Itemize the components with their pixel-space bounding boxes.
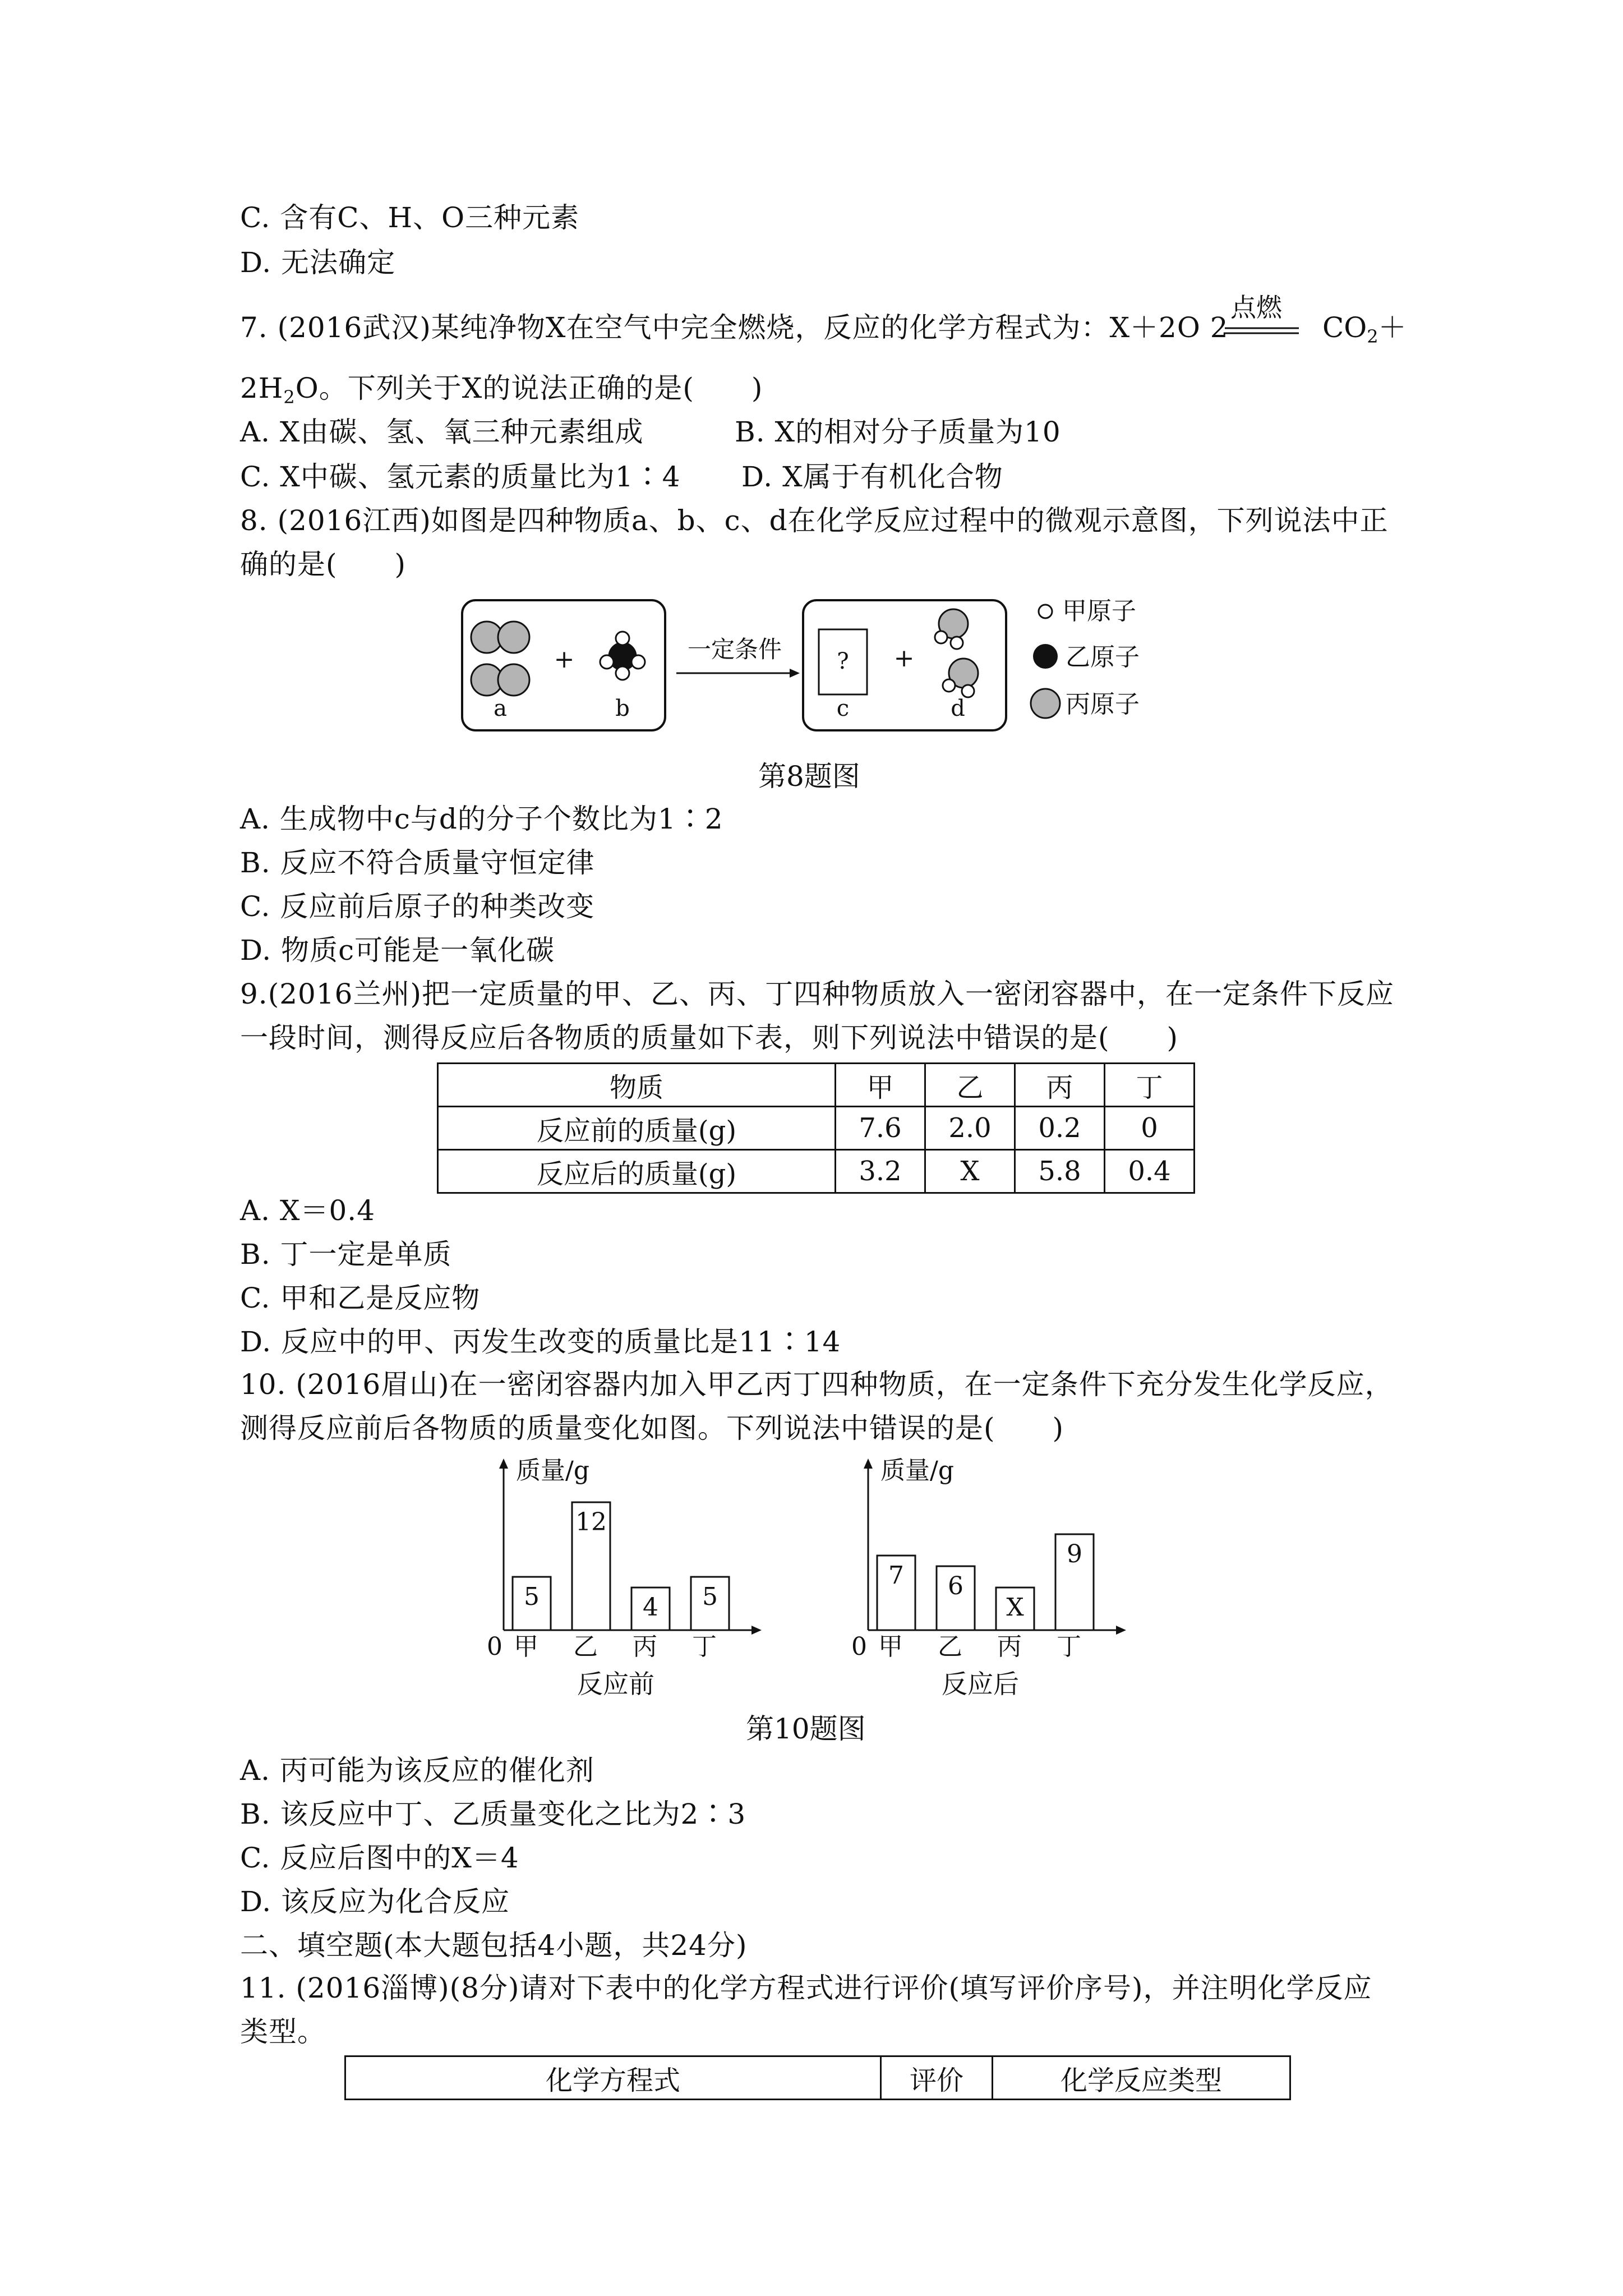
y-axis-arrow: [864, 1458, 873, 1469]
chart-title: 反应前: [577, 1669, 654, 1699]
molecule-d-lower: [943, 659, 978, 697]
q7-product-co2: $CO_2+$: [1322, 311, 1407, 347]
legend-atom-bing: [1031, 689, 1060, 718]
question-mark: ?: [837, 648, 849, 674]
table-cell: 化学方程式: [345, 2056, 881, 2100]
q9-stem-line1: 9.(2016兰州)把一定质量的甲、乙、丙、丁四种物质放入一密闭容器中，在一定条件下反应: [240, 978, 1394, 1010]
bar-value-label: 6: [948, 1572, 963, 1600]
molecule-b: [600, 632, 645, 680]
table-cell: 乙: [925, 1064, 1015, 1107]
q6-option-d: D. 无法确定: [240, 246, 396, 279]
q10-option-c: C. 反应后图中的X＝4: [240, 1842, 519, 1874]
q9-option-b: B. 丁一定是单质: [240, 1238, 452, 1271]
x-axis-arrow: [751, 1626, 762, 1635]
category-tick-label: 甲: [878, 1632, 903, 1661]
q11-evaluation-table: [344, 2055, 1291, 2100]
svg-text:乙原子: 乙原子: [1066, 643, 1140, 671]
q11-stem-line1: 11. (2016淄博)(8分)请对下表中的化学方程式进行评价(填写评价序号)，并注明化学反应: [240, 1972, 1372, 2004]
category-tick-label: 甲: [514, 1632, 538, 1661]
legend-atom-yi: [1033, 644, 1058, 669]
q10-chart-after: [847, 1447, 1161, 1705]
table-cell: X: [925, 1150, 1015, 1193]
q8-stem-line2: 确的是( ): [240, 548, 407, 581]
bar-value-label: 12: [575, 1508, 607, 1536]
category-tick-label: 丙: [633, 1632, 657, 1661]
label-c: c: [836, 696, 850, 721]
q9-option-c: C. 甲和乙是反应物: [240, 1282, 481, 1314]
y-axis-label: 质量/g: [880, 1456, 954, 1485]
bar-value-label: X: [1006, 1593, 1024, 1622]
q8-figure-caption: 第8题图: [758, 760, 860, 793]
q8-option-b: B. 反应不符合质量守恒定律: [240, 846, 595, 879]
category-tick-label: 乙: [938, 1632, 962, 1661]
molecule-a: [471, 622, 529, 696]
molecule-d-upper: [935, 609, 968, 649]
arrow-condition-label: 一定条件: [687, 636, 782, 663]
q10-option-a: A. 丙可能为该反应的催化剂: [240, 1754, 594, 1787]
category-tick-label: 丙: [997, 1632, 1022, 1661]
table-cell: 丙: [1015, 1064, 1105, 1107]
bar-value-label: 4: [643, 1593, 658, 1622]
svg-text:甲原子: 甲原子: [1062, 597, 1136, 625]
chart-title: 反应后: [942, 1669, 1019, 1699]
bar-value-label: 7: [888, 1561, 904, 1590]
q8-reaction-diagram: [460, 589, 1211, 740]
table-cell: 0.4: [1105, 1150, 1195, 1193]
table-cell: 0.2: [1015, 1107, 1105, 1150]
q6-option-c: C. 含有C、H、O三种元素: [240, 201, 580, 234]
label-d: d: [951, 696, 965, 721]
q10-chart-before: [482, 1447, 796, 1705]
table-cell: 反应后的质量(g): [438, 1150, 836, 1193]
section-2-heading: 二、填空题(本大题包括4小题，共24分): [240, 1929, 748, 1962]
q10-option-b: B. 该反应中丁、乙质量变化之比为2∶3: [240, 1798, 746, 1830]
table-header-row: [345, 2056, 1290, 2100]
q8-option-a: A. 生成物中c与d的分子个数比为1∶2: [240, 803, 723, 835]
table-header-row: [438, 1064, 1195, 1107]
q7-equals-sign: [1223, 325, 1301, 337]
q7-option-a: A. X由碳、氢、氧三种元素组成: [240, 416, 644, 448]
q7-option-d: D. X属于有机化合物: [741, 461, 1003, 493]
q9-mass-table: [437, 1062, 1195, 1194]
bar-value-label: 5: [524, 1582, 540, 1611]
q7-stem-text: 7. (2016武汉)某纯净物X在空气中完全燃烧，反应的化学方程式为：X＋2O 2: [240, 311, 1229, 344]
bar-value-label: 5: [702, 1582, 718, 1611]
legend-atom-jia: [1039, 605, 1052, 618]
q9-option-a: A. X＝0.4: [240, 1194, 376, 1227]
q8-option-c: C. 反应前后原子的种类改变: [240, 890, 595, 923]
x-axis-arrow: [1116, 1626, 1126, 1635]
q9-option-d: D. 反应中的甲、丙发生改变的质量比是11∶14: [240, 1326, 841, 1358]
category-tick-label: 丁: [692, 1632, 717, 1661]
svg-text:丙原子: 丙原子: [1066, 690, 1140, 719]
label-a: a: [494, 696, 507, 721]
plus-sign-left: +: [554, 645, 575, 674]
table-row: [438, 1107, 1195, 1150]
plus-sign-right: +: [893, 644, 915, 673]
origin-label: 0: [851, 1632, 867, 1661]
table-cell: 甲: [836, 1064, 925, 1107]
table-cell: 7.6: [836, 1107, 925, 1150]
q8-option-d: D. 物质c可能是一氧化碳: [240, 934, 555, 967]
table-row: [438, 1150, 1195, 1193]
table-cell: 物质: [438, 1064, 836, 1107]
q7-stem-line2: $2H_2O$。下列关于X的说法正确的是( ): [240, 372, 763, 408]
category-tick-label: 丁: [1057, 1632, 1081, 1661]
table-cell: 评价: [881, 2056, 993, 2100]
legend: [1031, 597, 1140, 719]
q7-option-b: B. X的相对分子质量为10: [735, 416, 1061, 448]
q10-stem-line2: 测得反应前后各物质的质量变化如图。下列说法中错误的是( ): [240, 1412, 1064, 1444]
label-b: b: [615, 696, 630, 721]
y-axis-label: 质量/g: [516, 1456, 589, 1485]
bar-value-label: 9: [1067, 1540, 1082, 1568]
q10-option-d: D. 该反应为化合反应: [240, 1885, 510, 1918]
table-cell: 3.2: [836, 1150, 925, 1193]
category-tick-label: 乙: [573, 1632, 598, 1661]
q11-stem-line2: 类型。: [240, 2016, 326, 2048]
table-cell: 0: [1105, 1107, 1195, 1150]
q10-stem-line1: 10. (2016眉山)在一密闭容器内加入甲乙丙丁四种物质，在一定条件下充分发生化学反应，: [240, 1368, 1394, 1401]
q8-stem-line1: 8. (2016江西)如图是四种物质a、b、c、d在化学反应过程中的微观示意图，下列说法中正: [240, 504, 1389, 537]
q9-stem-line2: 一段时间，测得反应后各物质的质量如下表，则下列说法中错误的是( ): [240, 1022, 1179, 1054]
q7-condition: 点燃: [1230, 292, 1282, 323]
origin-label: 0: [487, 1632, 502, 1661]
table-cell: 5.8: [1015, 1150, 1105, 1193]
table-cell: 化学反应类型: [993, 2056, 1290, 2100]
table-cell: 2.0: [925, 1107, 1015, 1150]
q7-option-c: C. X中碳、氢元素的质量比为1∶4: [240, 461, 681, 493]
q7-stem-line1: [240, 310, 1229, 346]
q10-figure-caption: 第10题图: [746, 1713, 866, 1745]
table-cell: 丁: [1105, 1064, 1195, 1107]
table-cell: 反应前的质量(g): [438, 1107, 836, 1150]
y-axis-arrow: [499, 1458, 508, 1469]
